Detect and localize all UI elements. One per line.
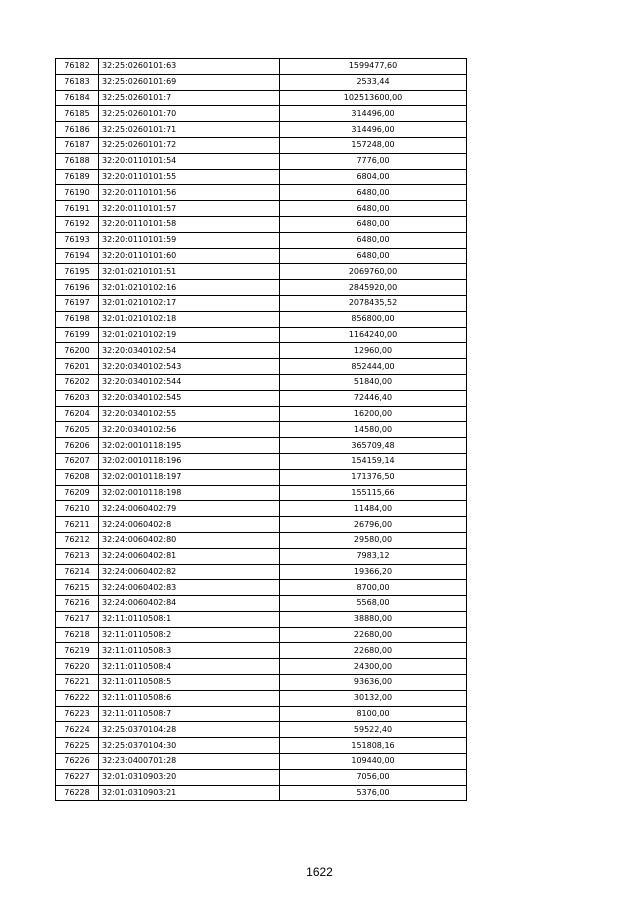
table-row (56, 738, 467, 754)
table-row (56, 327, 467, 343)
row-number-cell: 76195 (56, 264, 99, 280)
cadastral-number-cell: 32:11:0110508:2 (99, 627, 280, 643)
table-row (56, 722, 467, 738)
row-number-cell: 76190 (56, 185, 99, 201)
table-row (56, 406, 467, 422)
row-number-cell: 76192 (56, 216, 99, 232)
cadastral-number-cell: 32:20:0340102:543 (99, 359, 280, 375)
cadastral-number-cell: 32:25:0260101:7 (99, 90, 280, 106)
table-row (56, 453, 467, 469)
cadastral-number-cell: 32:24:0060402:8 (99, 517, 280, 533)
table-row (56, 643, 467, 659)
cadastral-number-cell: 32:20:0340102:54 (99, 343, 280, 359)
row-number-cell: 76225 (56, 738, 99, 754)
cadastral-value-cell: 1164240,00 (280, 327, 467, 343)
row-number-cell: 76222 (56, 690, 99, 706)
table-row (56, 659, 467, 675)
row-number-cell: 76184 (56, 90, 99, 106)
table-row (56, 627, 467, 643)
row-number-cell: 76206 (56, 438, 99, 454)
table-row (56, 532, 467, 548)
cadastral-value-cell: 7056,00 (280, 769, 467, 785)
cadastral-value-cell: 6480,00 (280, 216, 467, 232)
page-number: 1622 (306, 865, 333, 879)
cadastral-number-cell: 32:20:0110101:55 (99, 169, 280, 185)
cadastral-number-cell: 32:24:0060402:82 (99, 564, 280, 580)
cadastral-number-cell: 32:20:0340102:56 (99, 422, 280, 438)
table-row (56, 564, 467, 580)
cadastral-number-cell: 32:25:0260101:71 (99, 122, 280, 138)
row-number-cell: 76203 (56, 390, 99, 406)
table-row (56, 359, 467, 375)
row-number-cell: 76212 (56, 532, 99, 548)
cadastral-number-cell: 32:01:0210102:18 (99, 311, 280, 327)
cadastral-value-cell: 365709,48 (280, 438, 467, 454)
cadastral-number-cell: 32:23:0400701:28 (99, 754, 280, 770)
cadastral-value-cell: 11484,00 (280, 501, 467, 517)
cadastral-value-cell: 8700,00 (280, 580, 467, 596)
table-row (56, 74, 467, 90)
table-row (56, 295, 467, 311)
table-row (56, 580, 467, 596)
cadastral-value-cell: 102513600,00 (280, 90, 467, 106)
cadastral-value-cell: 6480,00 (280, 248, 467, 264)
table-row (56, 216, 467, 232)
cadastral-value-cell: 7983,12 (280, 548, 467, 564)
row-number-cell: 76188 (56, 153, 99, 169)
row-number-cell: 76198 (56, 311, 99, 327)
table-row (56, 169, 467, 185)
cadastral-value-cell: 2078435,52 (280, 295, 467, 311)
table-row (56, 785, 467, 801)
cadastral-number-cell: 32:20:0110101:60 (99, 248, 280, 264)
table-row (56, 232, 467, 248)
cadastral-number-cell: 32:11:0110508:1 (99, 611, 280, 627)
table-row (56, 690, 467, 706)
cadastral-value-cell: 26796,00 (280, 517, 467, 533)
table-row (56, 374, 467, 390)
table-row (56, 390, 467, 406)
row-number-cell: 76186 (56, 122, 99, 138)
row-number-cell: 76221 (56, 675, 99, 691)
table-row (56, 280, 467, 296)
row-number-cell: 76196 (56, 280, 99, 296)
cadastral-number-cell: 32:02:0010118:195 (99, 438, 280, 454)
cadastral-value-cell: 59522,40 (280, 722, 467, 738)
cadastral-value-cell: 30132,00 (280, 690, 467, 706)
row-number-cell: 76182 (56, 59, 99, 75)
row-number-cell: 76187 (56, 137, 99, 153)
cadastral-number-cell: 32:20:0110101:54 (99, 153, 280, 169)
cadastral-value-cell: 22680,00 (280, 643, 467, 659)
cadastral-number-cell: 32:01:0210102:19 (99, 327, 280, 343)
cadastral-value-cell: 6804,00 (280, 169, 467, 185)
cadastral-number-cell: 32:01:0310903:21 (99, 785, 280, 801)
row-number-cell: 76200 (56, 343, 99, 359)
row-number-cell: 76213 (56, 548, 99, 564)
row-number-cell: 76215 (56, 580, 99, 596)
row-number-cell: 76207 (56, 453, 99, 469)
row-number-cell: 76216 (56, 596, 99, 612)
cadastral-number-cell: 32:01:0210102:16 (99, 280, 280, 296)
row-number-cell: 76191 (56, 201, 99, 217)
cadastral-value-cell: 856800,00 (280, 311, 467, 327)
row-number-cell: 76204 (56, 406, 99, 422)
cadastral-value-cell: 155115,66 (280, 485, 467, 501)
cadastral-number-cell: 32:02:0010118:197 (99, 469, 280, 485)
table-row (56, 264, 467, 280)
table-row (56, 485, 467, 501)
row-number-cell: 76194 (56, 248, 99, 264)
table-row (56, 675, 467, 691)
cadastral-value-cell: 314496,00 (280, 106, 467, 122)
cadastral-value-cell: 19366,20 (280, 564, 467, 580)
cadastral-value-cell: 6480,00 (280, 185, 467, 201)
table-row (56, 706, 467, 722)
row-number-cell: 76223 (56, 706, 99, 722)
cadastral-number-cell: 32:20:0340102:544 (99, 374, 280, 390)
cadastral-number-cell: 32:24:0060402:80 (99, 532, 280, 548)
table-row (56, 185, 467, 201)
cadastral-number-cell: 32:25:0260101:63 (99, 59, 280, 75)
cadastral-value-cell: 8100,00 (280, 706, 467, 722)
row-number-cell: 76208 (56, 469, 99, 485)
table-body (56, 59, 467, 801)
table-row (56, 517, 467, 533)
cadastral-value-cell: 51840,00 (280, 374, 467, 390)
row-number-cell: 76193 (56, 232, 99, 248)
cadastral-value-cell: 14580,00 (280, 422, 467, 438)
cadastral-value-cell: 171376,50 (280, 469, 467, 485)
cadastral-value-cell: 151808,16 (280, 738, 467, 754)
cadastral-number-cell: 32:24:0060402:81 (99, 548, 280, 564)
table-row (56, 122, 467, 138)
table-row (56, 469, 467, 485)
cadastral-number-cell: 32:02:0010118:196 (99, 453, 280, 469)
table-row (56, 59, 467, 75)
cadastral-number-cell: 32:25:0260101:72 (99, 137, 280, 153)
cadastral-number-cell: 32:20:0110101:59 (99, 232, 280, 248)
table-row (56, 501, 467, 517)
cadastral-value-cell: 2845920,00 (280, 280, 467, 296)
row-number-cell: 76211 (56, 517, 99, 533)
table-row (56, 754, 467, 770)
cadastral-value-cell: 29580,00 (280, 532, 467, 548)
cadastral-value-cell: 2533,44 (280, 74, 467, 90)
cadastral-number-cell: 32:11:0110508:5 (99, 675, 280, 691)
table-row (56, 137, 467, 153)
row-number-cell: 76226 (56, 754, 99, 770)
table-row (56, 769, 467, 785)
cadastral-value-cell: 157248,00 (280, 137, 467, 153)
row-number-cell: 76189 (56, 169, 99, 185)
row-number-cell: 76219 (56, 643, 99, 659)
cadastral-number-cell: 32:24:0060402:83 (99, 580, 280, 596)
row-number-cell: 76199 (56, 327, 99, 343)
row-number-cell: 76214 (56, 564, 99, 580)
cadastral-value-cell: 1599477,60 (280, 59, 467, 75)
cadastral-number-cell: 32:01:0210101:51 (99, 264, 280, 280)
cadastral-value-cell: 72446,40 (280, 390, 467, 406)
cadastral-value-cell: 24300,00 (280, 659, 467, 675)
row-number-cell: 76201 (56, 359, 99, 375)
table-row (56, 311, 467, 327)
cadastral-number-cell: 32:11:0110508:3 (99, 643, 280, 659)
row-number-cell: 76202 (56, 374, 99, 390)
cadastral-value-cell: 7776,00 (280, 153, 467, 169)
row-number-cell: 76209 (56, 485, 99, 501)
cadastral-number-cell: 32:20:0340102:545 (99, 390, 280, 406)
table-row (56, 201, 467, 217)
row-number-cell: 76217 (56, 611, 99, 627)
cadastral-value-cell: 38880,00 (280, 611, 467, 627)
cadastral-number-cell: 32:25:0260101:70 (99, 106, 280, 122)
cadastral-value-cell: 5376,00 (280, 785, 467, 801)
cadastral-number-cell: 32:24:0060402:79 (99, 501, 280, 517)
table-row (56, 596, 467, 612)
row-number-cell: 76224 (56, 722, 99, 738)
cadastral-number-cell: 32:20:0340102:55 (99, 406, 280, 422)
table-row (56, 106, 467, 122)
cadastral-number-cell: 32:25:0370104:28 (99, 722, 280, 738)
cadastral-value-cell: 5568,00 (280, 596, 467, 612)
cadastral-number-cell: 32:01:0210102:17 (99, 295, 280, 311)
cadastral-number-cell: 32:25:0370104:30 (99, 738, 280, 754)
cadastral-value-cell: 109440,00 (280, 754, 467, 770)
row-number-cell: 76210 (56, 501, 99, 517)
cadastral-number-cell: 32:20:0110101:57 (99, 201, 280, 217)
cadastral-value-cell: 93636,00 (280, 675, 467, 691)
cadastral-number-cell: 32:11:0110508:7 (99, 706, 280, 722)
row-number-cell: 76185 (56, 106, 99, 122)
cadastral-value-cell: 12960,00 (280, 343, 467, 359)
table-row (56, 422, 467, 438)
row-number-cell: 76218 (56, 627, 99, 643)
cadastral-value-cell: 314496,00 (280, 122, 467, 138)
cadastral-number-cell: 32:20:0110101:56 (99, 185, 280, 201)
cadastral-number-cell: 32:24:0060402:84 (99, 596, 280, 612)
table-row (56, 438, 467, 454)
cadastral-value-cell: 16200,00 (280, 406, 467, 422)
table-row (56, 548, 467, 564)
table-row (56, 248, 467, 264)
cadastral-number-cell: 32:25:0260101:69 (99, 74, 280, 90)
table-row (56, 90, 467, 106)
cadastral-number-cell: 32:02:0010118:198 (99, 485, 280, 501)
row-number-cell: 76228 (56, 785, 99, 801)
cadastral-value-cell: 154159,14 (280, 453, 467, 469)
cadastral-value-cell: 6480,00 (280, 201, 467, 217)
cadastral-value-cell: 22680,00 (280, 627, 467, 643)
row-number-cell: 76197 (56, 295, 99, 311)
cadastral-number-cell: 32:11:0110508:4 (99, 659, 280, 675)
cadastral-number-cell: 32:20:0110101:58 (99, 216, 280, 232)
cadastral-number-cell: 32:01:0310903:20 (99, 769, 280, 785)
table-row (56, 343, 467, 359)
cadastral-value-cell: 2069760,00 (280, 264, 467, 280)
cadastral-value-cell: 6480,00 (280, 232, 467, 248)
table-row (56, 153, 467, 169)
row-number-cell: 76227 (56, 769, 99, 785)
cadastral-value-cell: 852444,00 (280, 359, 467, 375)
cadastral-number-cell: 32:11:0110508:6 (99, 690, 280, 706)
row-number-cell: 76220 (56, 659, 99, 675)
table-row (56, 611, 467, 627)
row-number-cell: 76183 (56, 74, 99, 90)
row-number-cell: 76205 (56, 422, 99, 438)
cadastral-value-table (55, 58, 467, 801)
